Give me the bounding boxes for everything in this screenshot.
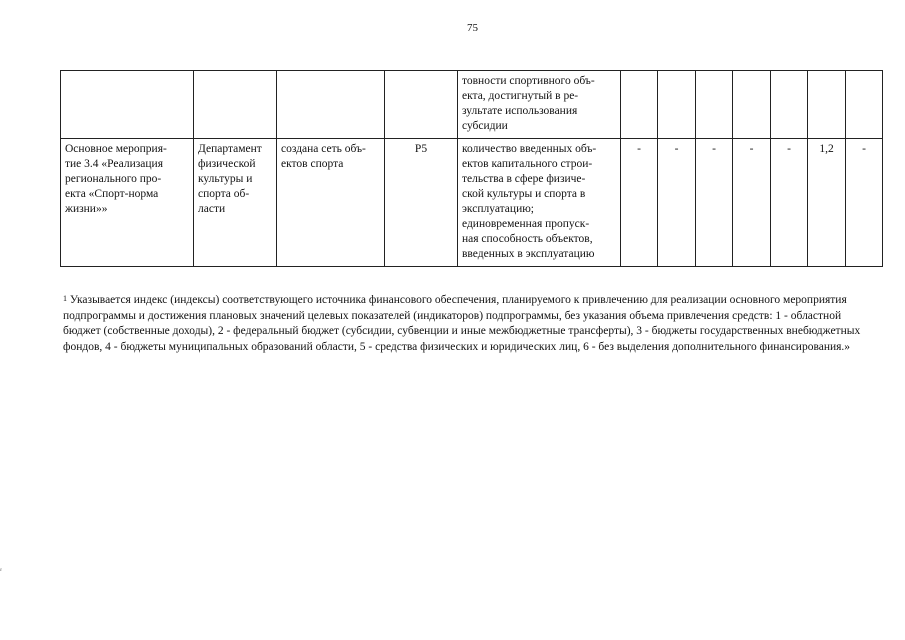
cell-value: [808, 71, 846, 139]
cell-value: 1,2: [808, 139, 846, 267]
cell-code: Р5: [385, 139, 458, 267]
cell-indicator: товности спортивного объ- екта, достигнутый в ре- зультате использования субсидии: [458, 71, 621, 139]
program-table: [60, 70, 883, 267]
cell-result: [277, 71, 385, 139]
cell-executor: [194, 71, 277, 139]
cell-activity: [61, 71, 194, 139]
cell-value: [696, 71, 733, 139]
footnote-text: Указывается индекс (индексы) соответствующего источника финансового обеспечения, планируемого к привлечению для реализации основного мероприятия подпрограммы и достижения плановых значений целевых показателей (индикаторов) подпрограммы, без указания объема привлечения средств: 1 - областной бюджет (собственные доходы), 2 - федеральный бюджет (субсидии, субвенции и иные межбюджетные трансферты), 3 - бюджеты государственных внебюджетных фондов, 4 - бюджеты муниципальных образований области, 5 - средства физических и юридических лиц, 6 - без выделения дополнительного финансирования.»: [63, 294, 861, 353]
cell-value: -: [696, 139, 733, 267]
table-row-main: [61, 139, 883, 267]
footnote: [63, 293, 875, 355]
cell-executor: Департамент физической культуры и спорта об- ласти: [194, 139, 277, 267]
cell-value: -: [846, 139, 883, 267]
cell-value: -: [733, 139, 771, 267]
cell-value: -: [621, 139, 658, 267]
cell-value: [846, 71, 883, 139]
cell-code: [385, 71, 458, 139]
cell-value: -: [658, 139, 696, 267]
page-number: 75: [467, 22, 478, 34]
cell-activity: Основное мероприя- тие 3.4 «Реализация регионального про- екта «Спорт-норма жизни»»: [61, 139, 194, 267]
cell-value: [733, 71, 771, 139]
cell-value: [621, 71, 658, 139]
cell-indicator: количество введенных объ- ектов капитального строи- тельства в сфере физиче- ской культуры и спорта в эксплуатацию; единовременная пропуск- ная способность объектов, введенных в эксплуатацию: [458, 139, 621, 267]
cell-result: создана сеть объ- ектов спорта: [277, 139, 385, 267]
cell-value: -: [771, 139, 808, 267]
cell-value: [658, 71, 696, 139]
table-row-continuation: [61, 71, 883, 139]
scan-mark: ε: [0, 568, 3, 573]
footnote-marker: 1: [63, 294, 67, 303]
cell-value: [771, 71, 808, 139]
